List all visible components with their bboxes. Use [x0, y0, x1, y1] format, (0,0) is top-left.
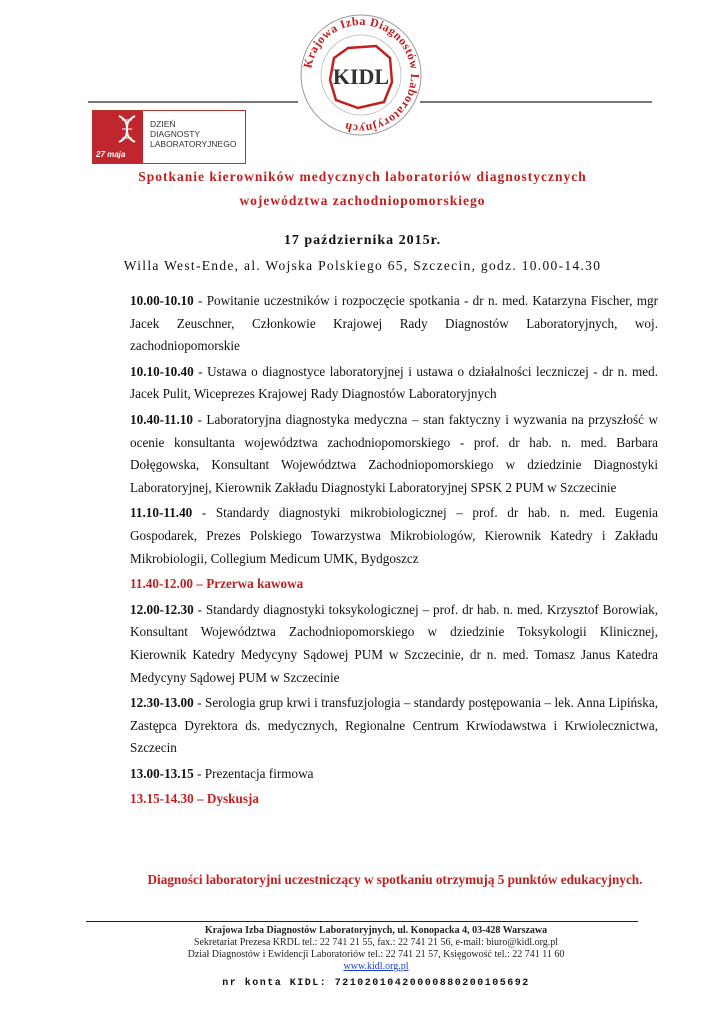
program-item: [130, 692, 658, 760]
program-item: [130, 361, 658, 406]
header-rule-right: [420, 101, 652, 103]
program-text: - Standardy diagnostyki mikrobiologicznej – prof. dr hab. n. med. Eugenia Gospodarek, Prezes Polskiego Towarzystwa Mikrobiologów, Kierownik Katedry i Zakładu Mikrobiologii, Collegium Medicum UMK, Bydgoszcz: [130, 505, 658, 566]
program-discussion: 13.15-14.30 – Dyskusja: [130, 791, 259, 807]
program-text: - Ustawa o diagnostyce laboratoryjnej i ustawa o działalności leczniczej - dr n. med. Jacek Pulit, Wiceprezes Krajowej Rady Diagnostów Laboratoryjnych: [130, 363, 658, 402]
seal-monogram: KIDL: [332, 64, 390, 89]
badge-red-panel: [93, 111, 143, 163]
event-date: 17 października 2015r.: [283, 233, 442, 248]
program-text: - Serologia grup krwi i transfuzjologia – standardy postępowania – lek. Anna Lipińska, Zastępca Dyrektora ds. medycznych, Regionalne Centrum Krwiodawstwa i Krwiolecznictwa, Szczecin: [130, 695, 658, 756]
lab-day-badge: [92, 110, 246, 164]
bank-account: nr konta KIDL: 72102010420000880200105692: [222, 978, 530, 989]
program-item: [130, 409, 658, 499]
program-time: 13.00-13.15: [130, 765, 194, 781]
program-text: - Standardy diagnostyki toksykologicznej – prof. dr hab. n. med. Krzysztof Borowiak, Konsultant Województwa Zachodniopomorskiego w dziedzinie Toksykologii Klinicznej, Kierownik Katedry Medycyny Sądowej PUM w Szczecinie, dr n. med. Tomasz Janus Katedra Medycyny Sądowej PUM w Szczecinie: [130, 601, 658, 685]
footer: [0, 925, 725, 973]
education-points-notice: Diagności laboratoryjni uczestniczący w spotkaniu otrzymują 5 punktów edukacyjnych.: [147, 872, 643, 887]
badge-line-2: DIAGNOSTY: [150, 129, 201, 139]
title-line-1: Spotkanie kierowników medycznych laboratoriów diagnostycznych: [138, 169, 587, 184]
badge-line-1: DZIEŃ: [150, 119, 176, 129]
kidl-seal-logo: [296, 10, 426, 140]
program-time: 10.10-10.40: [130, 363, 194, 379]
footer-website-link[interactable]: www.kidl.org.pl: [343, 961, 409, 972]
header-rule-left: [88, 101, 298, 103]
program-time: 12.30-13.00: [130, 695, 194, 711]
title-line-2: województwa zachodniopomorskiego: [239, 193, 486, 208]
program-item: [130, 599, 658, 689]
event-venue: Willa West-Ende, al. Wojska Polskiego 65, Szczecin, godz. 10.00-14.30: [123, 258, 602, 273]
program-list: [130, 290, 658, 814]
footer-departments: Dział Diagnostów i Ewidencji Laboratoriów tel.: 22 741 21 57, Księgowość tel.: 22 741 11 60: [187, 949, 565, 960]
badge-line-3: LABORATORYJNEGO: [150, 139, 237, 149]
program-time: 11.10-11.40: [130, 505, 193, 521]
seal-ring-text: Krajowa Izba Diagnostów Laboratoryjnych: [300, 13, 423, 137]
dna-icon: [115, 114, 139, 144]
badge-text: [150, 119, 236, 149]
program-time: 10.40-11.10: [130, 411, 194, 427]
program-time: 10.00-10.10: [130, 293, 194, 308]
footer-secretariat: Sekretariat Prezesa KRDL tel.: 22 741 21 55, fax.: 22 741 21 56, e-mail: biuro@kidl.org.pl: [193, 937, 559, 948]
program-item: [130, 763, 658, 786]
program-item: [130, 502, 658, 570]
program-item: [130, 290, 658, 358]
badge-date: 27 maja: [96, 150, 126, 159]
program-time: 12.00-12.30: [130, 601, 194, 617]
program-text: - Laboratoryjna diagnostyka medyczna – stan faktyczny i wyzwania na przyszłość w ocenie konsultanta województwa zachodniopomorskiego - prof. dr hab. n. med. Barbara Dołęgowska, Konsultant Województwa Zachodniopomorskiego w dziedzinie Diagnostyki Laboratoryjnej, Kierownik Zakładu Diagnostyki Laboratoryjnej SPSK 2 PUM w Szczecinie: [130, 411, 658, 495]
footer-rule: [86, 921, 638, 922]
program-text: - Powitanie uczestników i rozpoczęcie spotkania - dr n. med. Katarzyna Fischer, mgr Jacek Zeuschner, Członkowie Krajowej Rady Diagnostów Laboratoryjnych, woj. zachodniopomorskie: [130, 293, 658, 354]
program-break: 11.40-12.00 – Przerwa kawowa: [130, 576, 304, 592]
footer-address: Krajowa Izba Diagnostów Laboratoryjnych, ul. Konopacka 4, 03-428 Warszawa: [204, 925, 548, 936]
program-text: - Prezentacja firmowa: [193, 765, 314, 781]
